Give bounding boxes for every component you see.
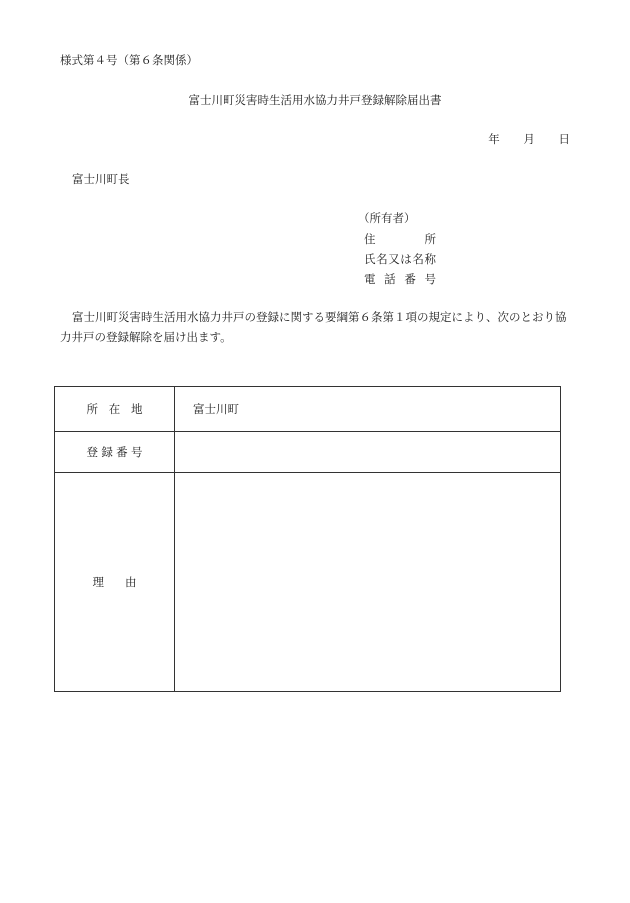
location-value: 富士川町 [193, 402, 239, 416]
registration-label: 登録番号 [86, 445, 143, 459]
form-table [54, 386, 561, 692]
registration-label-cell [55, 432, 175, 473]
location-value-cell[interactable] [175, 387, 561, 432]
addressee: 富士川町長 [72, 172, 130, 186]
body-text: 富士川町災害時生活用水協力井戸の登録に関する要綱第６条第１項の規定により、次のとおり協力井戸の登録解除を届け出ます。 [60, 310, 567, 344]
reason-label: 理由 [92, 575, 137, 589]
reason-value-cell[interactable] [175, 473, 561, 692]
document-title: 富士川町災害時生活用水協力井戸登録解除届出書 [188, 93, 442, 107]
registration-value-cell[interactable] [175, 432, 561, 473]
date-year-label: 年 [488, 132, 500, 146]
owner-header: （所有者） [358, 211, 416, 225]
date-day-label: 日 [558, 132, 570, 146]
owner-name-row [364, 251, 436, 267]
owner-address-row [364, 231, 436, 247]
form-number: 様式第４号（第６条関係） [60, 53, 198, 67]
owner-phone-label: 電話番号 [364, 272, 436, 286]
owner-address-label: 住 所 [364, 232, 436, 246]
location-label: 所在地 [86, 402, 143, 416]
reason-label-cell [55, 473, 175, 692]
table-row-location [55, 387, 561, 432]
table-row-reason [55, 473, 561, 692]
table-row-registration [55, 432, 561, 473]
date-month-label: 月 [523, 132, 535, 146]
owner-phone-row [364, 271, 436, 287]
owner-name-label: 氏名又は名称 [364, 252, 436, 266]
location-label-cell [55, 387, 175, 432]
date-line [488, 131, 570, 147]
